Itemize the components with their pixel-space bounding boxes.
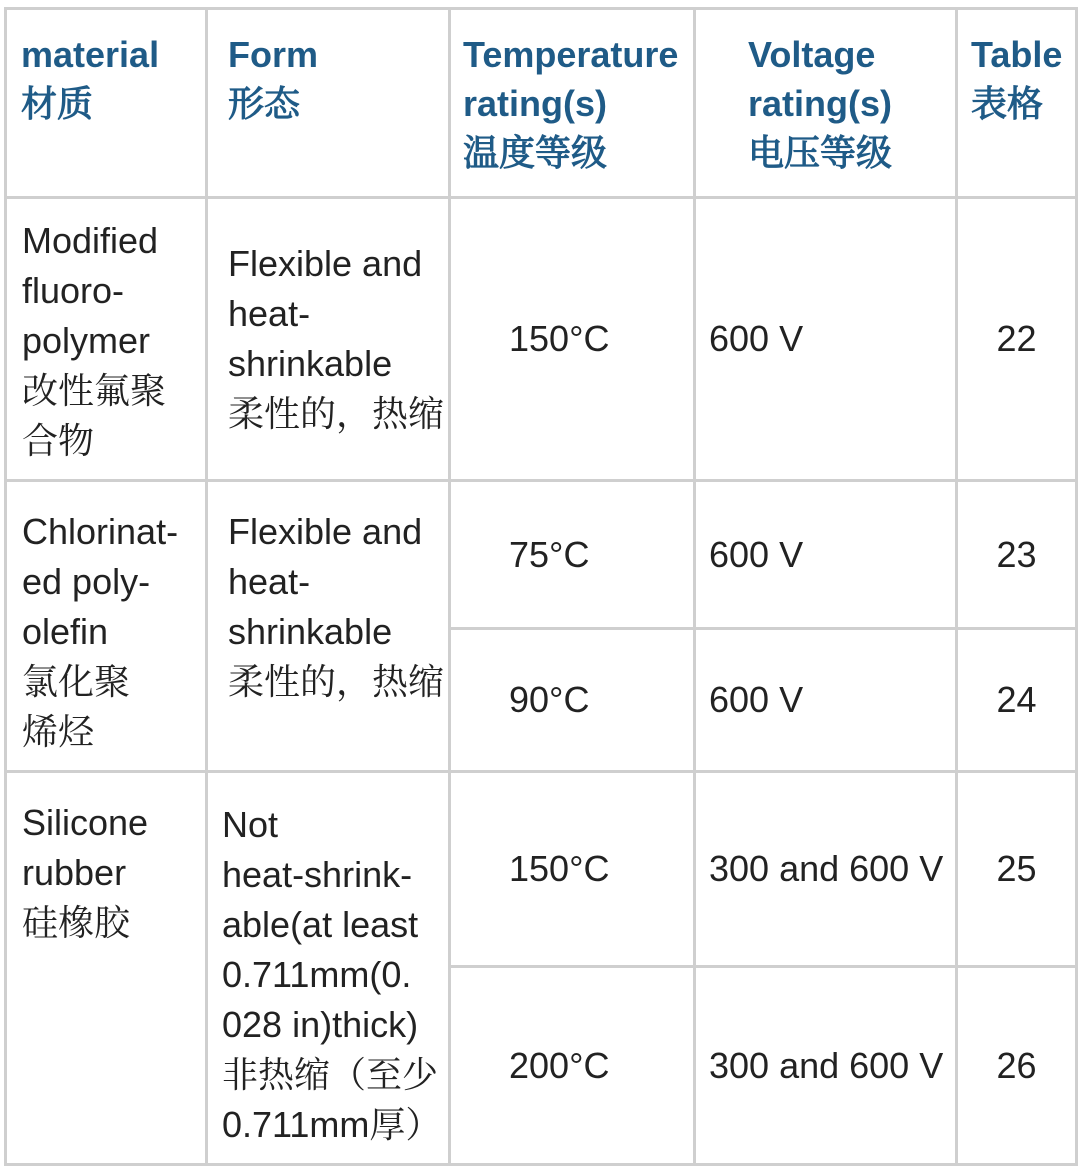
header-material-zh: 材质 xyxy=(21,83,94,124)
form-line: 非热缩（至少 xyxy=(222,1054,439,1095)
table-row xyxy=(6,481,1077,629)
form-line: able(at least xyxy=(222,904,419,945)
material-line: rubber xyxy=(22,852,127,893)
header-row xyxy=(6,9,1077,198)
table-number-cell: 26 xyxy=(957,967,1077,1165)
material-line: polymer xyxy=(22,320,151,361)
form-line: 0.711mm厚） xyxy=(222,1104,442,1145)
header-voltage xyxy=(695,9,957,198)
form-line: Flexible and xyxy=(228,243,423,284)
table-number-cell: 25 xyxy=(957,772,1077,967)
form-cell xyxy=(207,772,450,1165)
table-number-cell: 22 xyxy=(957,198,1077,481)
form-line: 柔性的，热缩 xyxy=(228,393,445,434)
insulation-ratings-table xyxy=(4,7,1078,1166)
material-cell xyxy=(6,198,207,481)
temperature-cell: 200°C xyxy=(450,967,695,1165)
header-voltage-zh: 电压等级 xyxy=(748,132,893,173)
material-line: Silicone xyxy=(22,802,149,843)
temperature-cell: 90°C xyxy=(450,629,695,772)
header-table-zh: 表格 xyxy=(971,83,1044,124)
header-temperature-zh: 温度等级 xyxy=(463,132,608,173)
form-line: 028 in)thick) xyxy=(222,1004,419,1045)
material-line: Chlorinat- xyxy=(22,511,179,552)
material-line: 氯化聚 xyxy=(22,661,131,702)
header-table xyxy=(957,9,1077,198)
material-cell xyxy=(6,772,207,1165)
form-line: 柔性的，热缩 xyxy=(228,661,445,702)
form-cell xyxy=(207,481,450,772)
material-line: 合物 xyxy=(22,420,95,461)
header-table-en: Table xyxy=(971,34,1063,75)
material-line: 改性氟聚 xyxy=(22,370,167,411)
material-cell xyxy=(6,481,207,772)
material-line: fluoro- xyxy=(22,270,125,311)
form-line: Not xyxy=(222,804,279,845)
temperature-cell: 150°C xyxy=(450,772,695,967)
header-material xyxy=(6,9,207,198)
insulation-ratings-table-wrapper xyxy=(4,7,1075,1166)
header-voltage-en1: Voltage xyxy=(748,34,876,75)
table-number-cell: 23 xyxy=(957,481,1077,629)
table-row xyxy=(6,772,1077,967)
header-temperature xyxy=(450,9,695,198)
header-form-zh: 形态 xyxy=(228,83,301,124)
form-line: Flexible and xyxy=(228,511,423,552)
form-line: 0.711mm(0. xyxy=(222,954,412,995)
voltage-cell: 600 V xyxy=(695,629,957,772)
header-form-en: Form xyxy=(228,34,318,75)
voltage-cell: 300 and 600 V xyxy=(695,967,957,1165)
form-line: heat- xyxy=(228,561,311,602)
temperature-cell: 75°C xyxy=(450,481,695,629)
table-row xyxy=(6,198,1077,481)
form-line: heat- xyxy=(228,293,311,334)
table-number-cell: 24 xyxy=(957,629,1077,772)
header-form xyxy=(207,9,450,198)
header-temperature-en2: rating(s) xyxy=(463,83,607,124)
form-cell xyxy=(207,198,450,481)
voltage-cell: 600 V xyxy=(695,198,957,481)
form-line: heat-shrink- xyxy=(222,854,413,895)
temperature-cell: 150°C xyxy=(450,198,695,481)
form-line: shrinkable xyxy=(228,611,393,652)
header-temperature-en1: Temperature xyxy=(463,34,679,75)
form-line: shrinkable xyxy=(228,343,393,384)
material-line: 硅橡胶 xyxy=(22,902,131,943)
voltage-cell: 300 and 600 V xyxy=(695,772,957,967)
material-line: Modified xyxy=(22,220,159,261)
voltage-cell: 600 V xyxy=(695,481,957,629)
material-line: ed poly- xyxy=(22,561,151,602)
header-material-en: material xyxy=(21,34,160,75)
material-line: 烯烃 xyxy=(22,711,95,752)
material-line: olefin xyxy=(22,611,109,652)
header-voltage-en2: rating(s) xyxy=(748,83,892,124)
